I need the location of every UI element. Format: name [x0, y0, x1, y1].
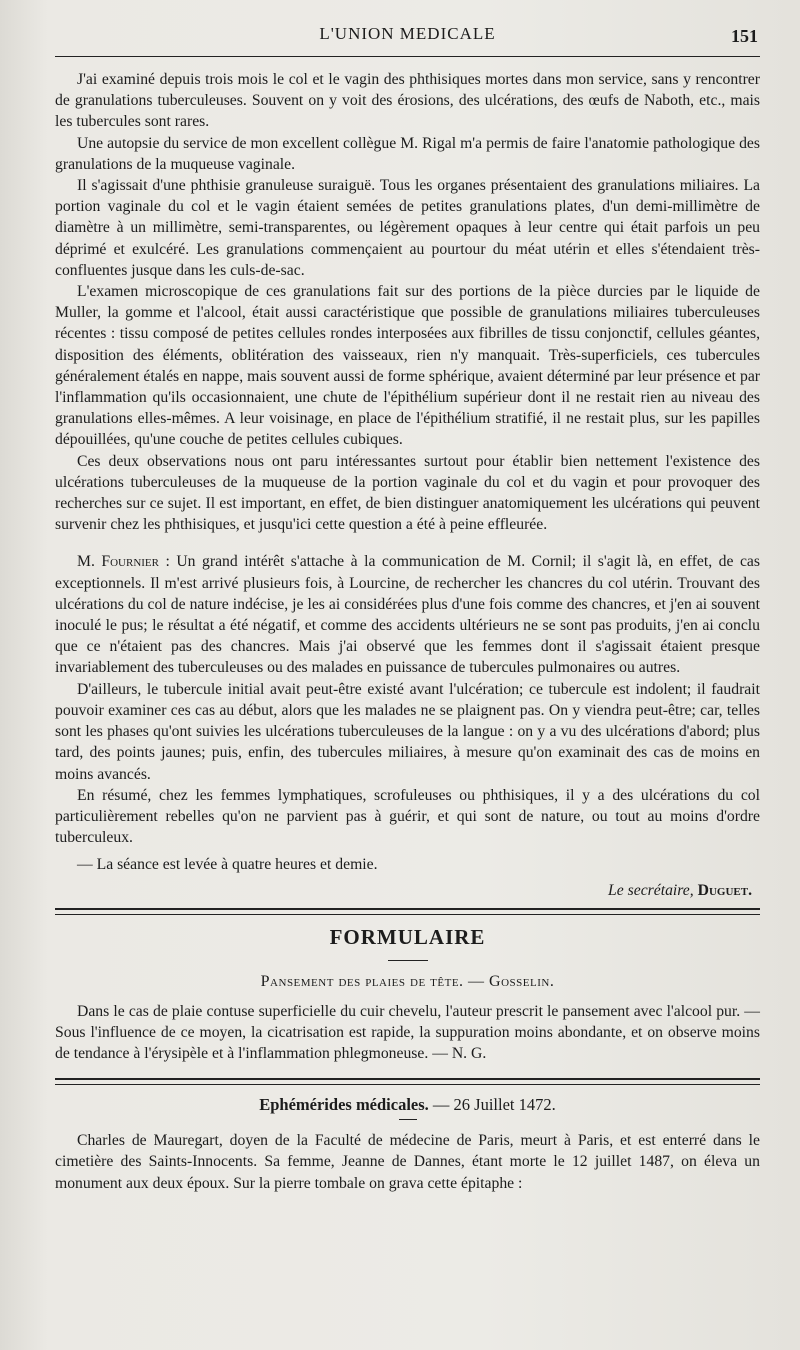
formulaire-title: FORMULAIRE [329, 924, 486, 949]
running-title: L'UNION MEDICALE [319, 24, 496, 43]
ephemerides-title [55, 1095, 760, 1115]
short-divider [388, 960, 428, 961]
section-divider [55, 1078, 760, 1085]
signature-name: Duguet. [697, 881, 752, 899]
paragraph: Une autopsie du service de mon excellent collègue M. Rigal m'a permis de faire l'anatomie pathologique des granulations de la muqueuse vaginale. [55, 134, 760, 173]
paragraph: Il s'agissait d'une phthisie granuleuse suraiguë. Tous les organes présentaient des granulations miliaires. La portion vaginale du col et le vagin étaient semées de petites granulations plates, d'un demi-millimètre de diamètre à un millimètre, semi-transparentes, ou légèrement opaques à leur centre qui était parfois un peu déprimé et exulcéré. Les granulations commençaient au pourtour du méat utérin et elles s'étendaient très-confluentes jusque dans les culs-de-sac. [55, 177, 760, 279]
fournier-paragraph [55, 551, 760, 678]
formulaire-subtitle-author: — Gosselin. [468, 972, 555, 990]
page-header [55, 22, 760, 57]
formulaire-subtitle-main: Pansement des plaies de tête. [260, 972, 464, 990]
ephemerides-date: — 26 Juillet 1472. [428, 1095, 556, 1115]
formulaire-text: Dans le cas de plaie contuse superficielle du cuir chevelu, l'auteur prescrit le pansement avec l'alcool pur. — Sous l'influence de ce moyen, la cicatrisation est rapide, la suppuration moins abondante, et on observe moins de tendance à l'érysipèle et à l'inflammation phlegmoneuse. — N. G. [55, 1002, 760, 1062]
fournier-text: : Un grand intérêt s'attache à la communication de M. Cornil; il s'agit là, en effet, de cas exceptionnels. Il m'est arrivé plusieurs fois, à Lourcine, de rechercher les chancres du col utérin. Trouvant des ulcérations du col de nature indécise, je les ai considérées plus d'une fois comme des chancres, et j'en ai souvent inoculé le pus; le résultat a été négatif, et comme des accidents ultérieurs ne se sont pas produits, j'en ai conclu que ce n'étaient pas des chancres. Mais j'ai observé que les femmes dont il s'agissait étaient presque invariablement des tuberculeuses ou des malades en puissance de tubercules pulmonaires ou autres. [55, 553, 761, 677]
paragraph: L'examen microscopique de ces granulations fait sur des portions de la pièce durcies par le liquide de Muller, la gomme et l'alcool, était aussi caractéristique que possible de granulations miliaires tuberculeuses récentes : tissu composé de petites cellules rondes interposées aux fibrilles de tissu conjonctif, cellules géantes, disposition des éléments, oblitération des vaisseaux, rien n'y manquait. Très-superficiels, ces tubercules généralement étalés en nappe, mais souvent aussi de forme sphérique, avaient déterminé par leur présence et par l'inflammation qu'ils occasionnaient, une chute de l'épithélium supérieur dont il ne restait rien au niveau des granulations elles-mêmes. A leur voisinage, en place de l'épithélium stratifié, il ne restait plus, sur les papilles dépouillées, qu'une couche de petites cellules cubiques. [55, 283, 760, 449]
article-body [55, 69, 760, 902]
short-divider [399, 1119, 417, 1120]
signature [55, 880, 760, 902]
ephemerides-text: Charles de Mauregart, doyen de la Faculté de médecine de Paris, meurt à Paris, et est enterré dans le cimetière des Saints-Innocents. Sa femme, Jeanne de Dannes, étant morte le 12 juillet 1487, on éleva un monument aux deux époux. Sur la pierre tombale on grava cette épitaphe : [55, 1132, 760, 1192]
formulaire-subtitle [55, 973, 760, 991]
signature-role: Le secrétaire, [608, 881, 694, 899]
paragraph: J'ai examiné depuis trois mois le col et le vagin des phthisiques mortes dans mon service, sans y rencontrer de granulations tuberculeuses. Souvent on y voit des érosions, des ulcérations, des œufs de Naboth, etc., mais les tubercules sont rares. [55, 71, 760, 131]
ephemerides-title-main: Ephémérides médicales. [259, 1095, 429, 1115]
speaker-name: M. Fournier [77, 553, 159, 571]
page-number: 151 [731, 26, 758, 46]
paragraph: Ces deux observations nous ont paru intéressantes surtout pour établir bien nettement l'existence des ulcérations tuberculeuses de la muqueuse de la portion vaginale du col et du vagin et pour provoquer des recherches sur ce sujet. Il est important, en effet, de bien distinguer anatomiquement les ulcérations qui peuvent survenir chez les phthisiques, et jusqu'ici cette question a été à peine effleurée. [55, 452, 760, 534]
paragraph: En résumé, chez les femmes lymphatiques, scrofuleuses ou phthisiques, il y a des ulcérations du col particulièrement rebelles qu'on ne parvient pas à guérir, et qui sont de nature, ou tout au moins d'ordre tuberculeux. [55, 786, 760, 847]
section-divider [55, 908, 760, 915]
paragraph: D'ailleurs, le tubercule initial avait peut-être existé avant l'ulcération; ce tubercule est indolent; il faudrait pouvoir examiner ces cas au début, alors que les malades ne se plaignent pas. On y viendra peut-être; car, telles sont les phases qu'ont suivies les ulcérations tuberculeuses de la langue : on y a vu des ulcérations d'abord; plus tard, des points jaunes; puis, enfin, des tubercules miliaires, à mesure qu'on examinait des cas de moins en moins avancés. [55, 680, 760, 783]
session-closing: — La séance est levée à quatre heures et demie. [77, 856, 378, 874]
